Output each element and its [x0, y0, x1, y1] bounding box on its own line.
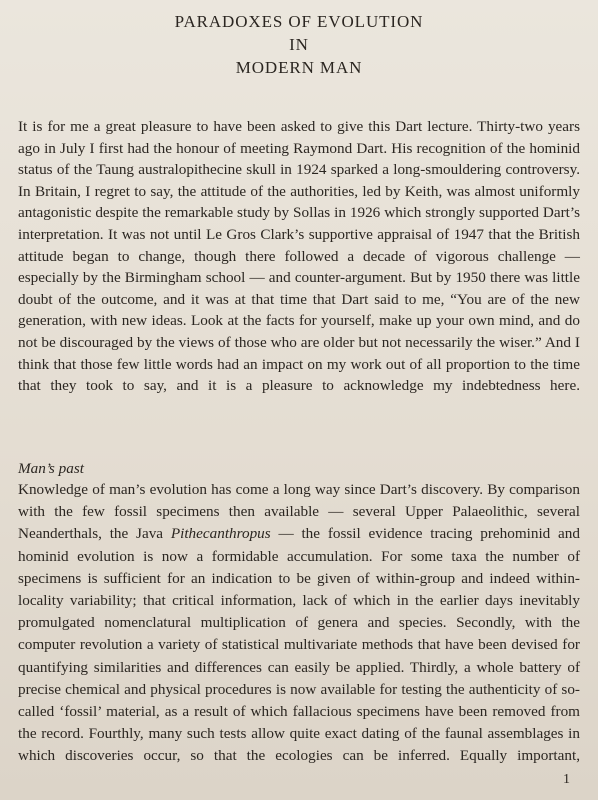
page-number: 1: [563, 772, 570, 787]
paragraph-text-part-1: Knowledge of man’s evolution has come a long way since Dart’s discovery. By comparison with the few fossil specimens then available — several Upper Palaeolithic, several Neanderthals, the Java: [18, 481, 580, 543]
paragraph-text-part-2: — the fossil evidence tracing prehominid and hominid evolution is now a formidable accumulation. For some taxa the number of specimens is sufficient for an indication to be given of within-group and indeed within-locality variability; that critical information, lack of which in the earlier days inevitably promulgated nomenclatural multiplication of genera and species. Secondly, with the computer revolution a variety of statistical multivariate methods that have been devised for quantifying similarities and differences can easily be applied. Thirdly, a whole battery of precise chemical and physical procedures is now available for testing the authenticity of so-called ‘fossil’ material, as a result of which fallacious specimens have been removed from the record. Fourthly, many such tests allow quite exact dating of the faunal assemblages in which discoveries occur, so that the ecologies can be inferred. Equally important,: [18, 525, 580, 765]
page-title: [0, 10, 598, 79]
mans-past-paragraph: [18, 479, 580, 790]
title-line-1: PARADOXES OF EVOLUTION: [174, 12, 424, 31]
title-line-3: MODERN MAN: [235, 58, 363, 77]
intro-paragraph-text: It is for me a great pleasure to have been asked to give this Dart lecture. Thirty-two years ago in July I first had the honour of meeting Raymond Dart. His recognition of the hominid status of the Taung australopithecine skull in 1924 sparked a long-smouldering controversy. In Britain, I regret to say, the attitude of the authorities, led by Keith, was almost uniformly antagonistic despite the remarkable study by Sollas in 1926 which strongly supported Dart’s interpretation. It was not until Le Gros Clark’s supportive appraisal of 1947 that the British attitude began to change, though there followed a decade of vigorous challenge — especially by the Birmingham school — and counter-argument. But by 1950 there was little doubt of the outcome, and it was at that time that Dart said to me, “You are of the new generation, with new ideas. Look at the facts for yourself, make up your own mind, and do not be discouraged by the views of those who are older but not necessarily the wiser.” And I think that those few little words had an impact on my work out of all proportion to the time that they took to say, and it is a pleasure to acknowledge my indebtedness here.: [18, 118, 580, 395]
section-heading: Man’s past: [18, 460, 84, 477]
italic-taxon-name: Pithecanthropus: [170, 525, 271, 543]
title-line-2: IN: [289, 35, 309, 54]
intro-paragraph: [18, 116, 580, 418]
mans-past-paragraph-text: [18, 479, 580, 790]
